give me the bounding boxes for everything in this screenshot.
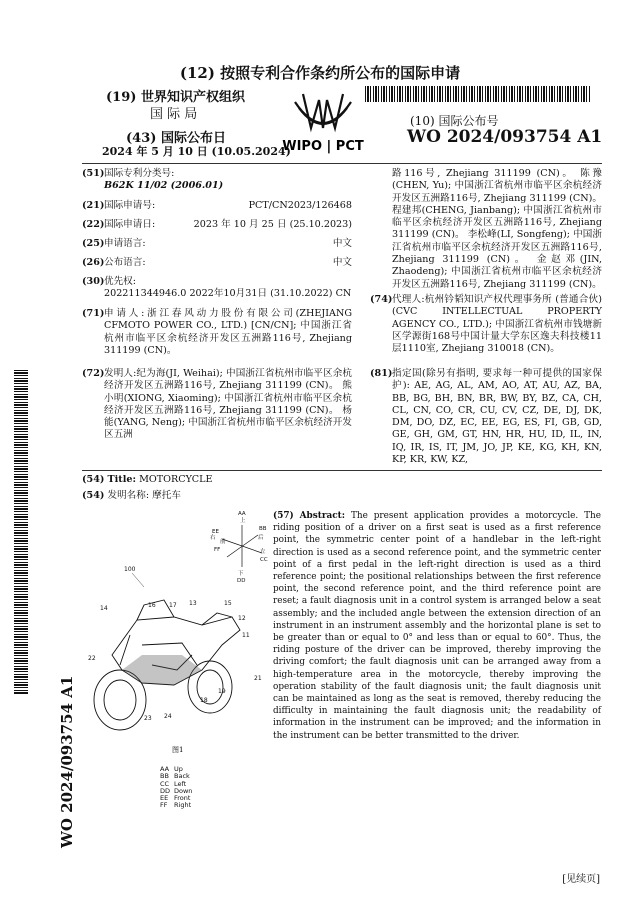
org-name: (19) 世界知识产权组织 [106, 90, 245, 105]
svg-text:13: 13 [189, 600, 197, 607]
axis-left: 左 [260, 549, 266, 555]
axis-front: 前 [220, 539, 226, 545]
divider [82, 163, 602, 164]
axis-front-code: FF [214, 547, 221, 553]
pub-date: 2024 年 5 月 10 日 (10.05.2024) [102, 145, 291, 158]
svg-text:17: 17 [169, 602, 177, 609]
axis-down-code: DD [237, 578, 246, 584]
svg-text:WIPO | PCT: WIPO | PCT [282, 139, 364, 154]
divider [82, 470, 602, 471]
title-en: (54) Title: MOTORCYCLE [82, 474, 213, 485]
field-74: (74) 代理人:杭州钤韬知识产权代理事务所 (普通合伙) (CVC INTELLECTUAL PROPERTY AGENCY CO., LTD.); 中国浙江省杭州市钱塘新区学源街168号中国计量大学东区逸夫科技楼11层1110室, Zhejiang 310018 (CN)。 [370, 294, 602, 355]
field-81: (81) 指定国(除另有指明, 要求每一种可提供的国家保护): AE, AG, AL, AM, AO, AT, AU, AZ, BA, BB, BG, BH, BN, BR, BW, BY, BZ, CA, CH, CL, CN, CO, CR, CU, CV, CZ, DE, DJ, DK, DM, DO, DZ, EC, EE, EG, ES, FI, GB, GD, GE, GH, GM, GT, HN, HR, HU, ID, IL, IN, IQ, IR, IS, IT, JM, JO, JP, KE, KG, KH, KN, KP, KR, KW, KZ, [370, 368, 603, 466]
document-title: (12) 按照专利合作条约所公布的国际申请 [179, 64, 461, 82]
left-column [82, 168, 352, 468]
svg-text:24: 24 [164, 713, 172, 720]
svg-text:23: 23 [144, 715, 152, 722]
svg-text:11: 11 [242, 632, 250, 639]
svg-text:18: 18 [200, 697, 208, 704]
motorcycle-figure [82, 505, 270, 770]
axis-right: 右 [210, 535, 216, 541]
axis-back: 后 [258, 535, 264, 541]
side-pub-number: WO 2024/093754 A1 [58, 675, 76, 848]
pub-no: WO 2024/093754 A1 [407, 127, 603, 147]
figure-caption: 图1 [172, 746, 184, 754]
pub-date-label: (43) 国际公布日 [126, 131, 226, 146]
ref-100: 100 [124, 566, 136, 573]
org-subtitle: 国 际 局 [150, 107, 198, 122]
field-72: (72) 发明人:纪为海(JI, Weihai); 中国浙江省杭州市临平区余杭经济开发区五洲路116号, Zhejiang 311199 (CN)。 熊小明(XIONG, Xiaoming); 中国浙江省杭州市临平区余杭经济开发区五洲路116号, Zhejiang 311199 (CN)。 杨能(YANG, Neng); 中国浙江省杭州市临平区余杭经济开发区五洲 [82, 368, 352, 441]
abstract: (57) Abstract: The present application provides a motorcycle. The riding position of a driver on a first seat is used as a first reference point, the symmetric center point of a handlebar in the left-right direction is used as a second reference point, and the symmetric center point of a first pedal in the left-right direction is used as a third reference point; the positional relationships between the first reference point, the second reference point, and the third reference point are reset; a fault diagnosis unit in a control system is arranged below a seat assembly; and the included angle between the extension direction of an instrument in an instrument assembly and the horizontal plane is set to be greater than or equal to 0° and less than or equal to 60°. Thus, the riding posture of the driver can be improved, thereby improving the driving comfort; the fault diagnosis unit can be arranged away from a high-temperature area in the motorcycle, thereby improving the operation stability of the fault diagnosis unit; the fault diagnosis unit can be maintained as long as the seat is removed, thereby reducing the difficulty in maintaining the fault diagnosis unit; the readability of information in the instrument can be improved; and the information in the instrument can be better transmitted to the driver. [273, 511, 601, 741]
figure-legend: AA Up BB Back CC Left DD Down EE Front FF Right [160, 765, 193, 810]
pub-no-label: (10) 国际公布号 [410, 114, 499, 128]
axis-right-code: EE [212, 529, 219, 535]
field-26: (26) 公布语言: 中文 [82, 257, 352, 268]
svg-text:15: 15 [224, 600, 232, 607]
field-72-cont: 路116号, Zhejiang 311199 (CN)。 陈豫(CHEN, Yu); 中国浙江省杭州市临平区余杭经济开发区五洲路116号, Zhejiang 311199 (CN)。 程建邦(CHENG, Jianbang); 中国浙江省杭州市临平区余杭经济开发区五洲路116号, Zhejiang 311199 (CN)。 李松峰(LI, Songfeng); 中国浙江省杭州市临平区余杭经济开发区五洲路116号, Zhejiang 311199 (CN)。 金赵邓(JIN, Zhaodeng); 中国浙江省杭州市临平区余杭经济开发区五洲路116号, Zhejiang 311199 (CN)。 [392, 168, 602, 290]
svg-text:19: 19 [218, 688, 226, 695]
continued-note: [见续页] [562, 874, 600, 885]
axis-down: 下 [238, 571, 244, 577]
field-22: (22) 国际申请日: 2023 年 10 月 25 日 (25.10.2023) [82, 219, 352, 230]
svg-text:16: 16 [148, 602, 156, 609]
field-25: (25) 申请语言: 中文 [82, 238, 352, 249]
field-21: (21) 国际申请号: PCT/CN2023/126468 [82, 200, 352, 211]
barcode [365, 86, 590, 102]
axis-up: 上 [240, 518, 246, 524]
axis-back-code: BB [259, 526, 267, 532]
field-71: (71) 申请人:浙江春风动力股份有限公司(ZHEJIANG CFMOTO POWER CO., LTD.) [CN/CN]; 中国浙江省杭州市临平区余杭经济开发区五洲路116号, Zhejiang 311199 (CN)。 [82, 308, 353, 356]
title-zh: (54) 发明名称: 摩托车 [82, 490, 181, 501]
field-30: (30) 优先权: 202211344946.0 2022年10月31日 (31.10.2022) CN [82, 276, 352, 300]
axis-left-code: CC [260, 557, 268, 563]
right-column [370, 168, 602, 468]
svg-text:21: 21 [254, 675, 262, 682]
field-51: (51) 国际专利分类号: B62K 11/02 (2006.01) [82, 168, 224, 192]
svg-text:22: 22 [88, 655, 96, 662]
axis-up-code: AA [238, 511, 246, 517]
side-barcode [14, 370, 28, 695]
svg-text:12: 12 [238, 615, 246, 622]
svg-text:14: 14 [100, 605, 108, 612]
